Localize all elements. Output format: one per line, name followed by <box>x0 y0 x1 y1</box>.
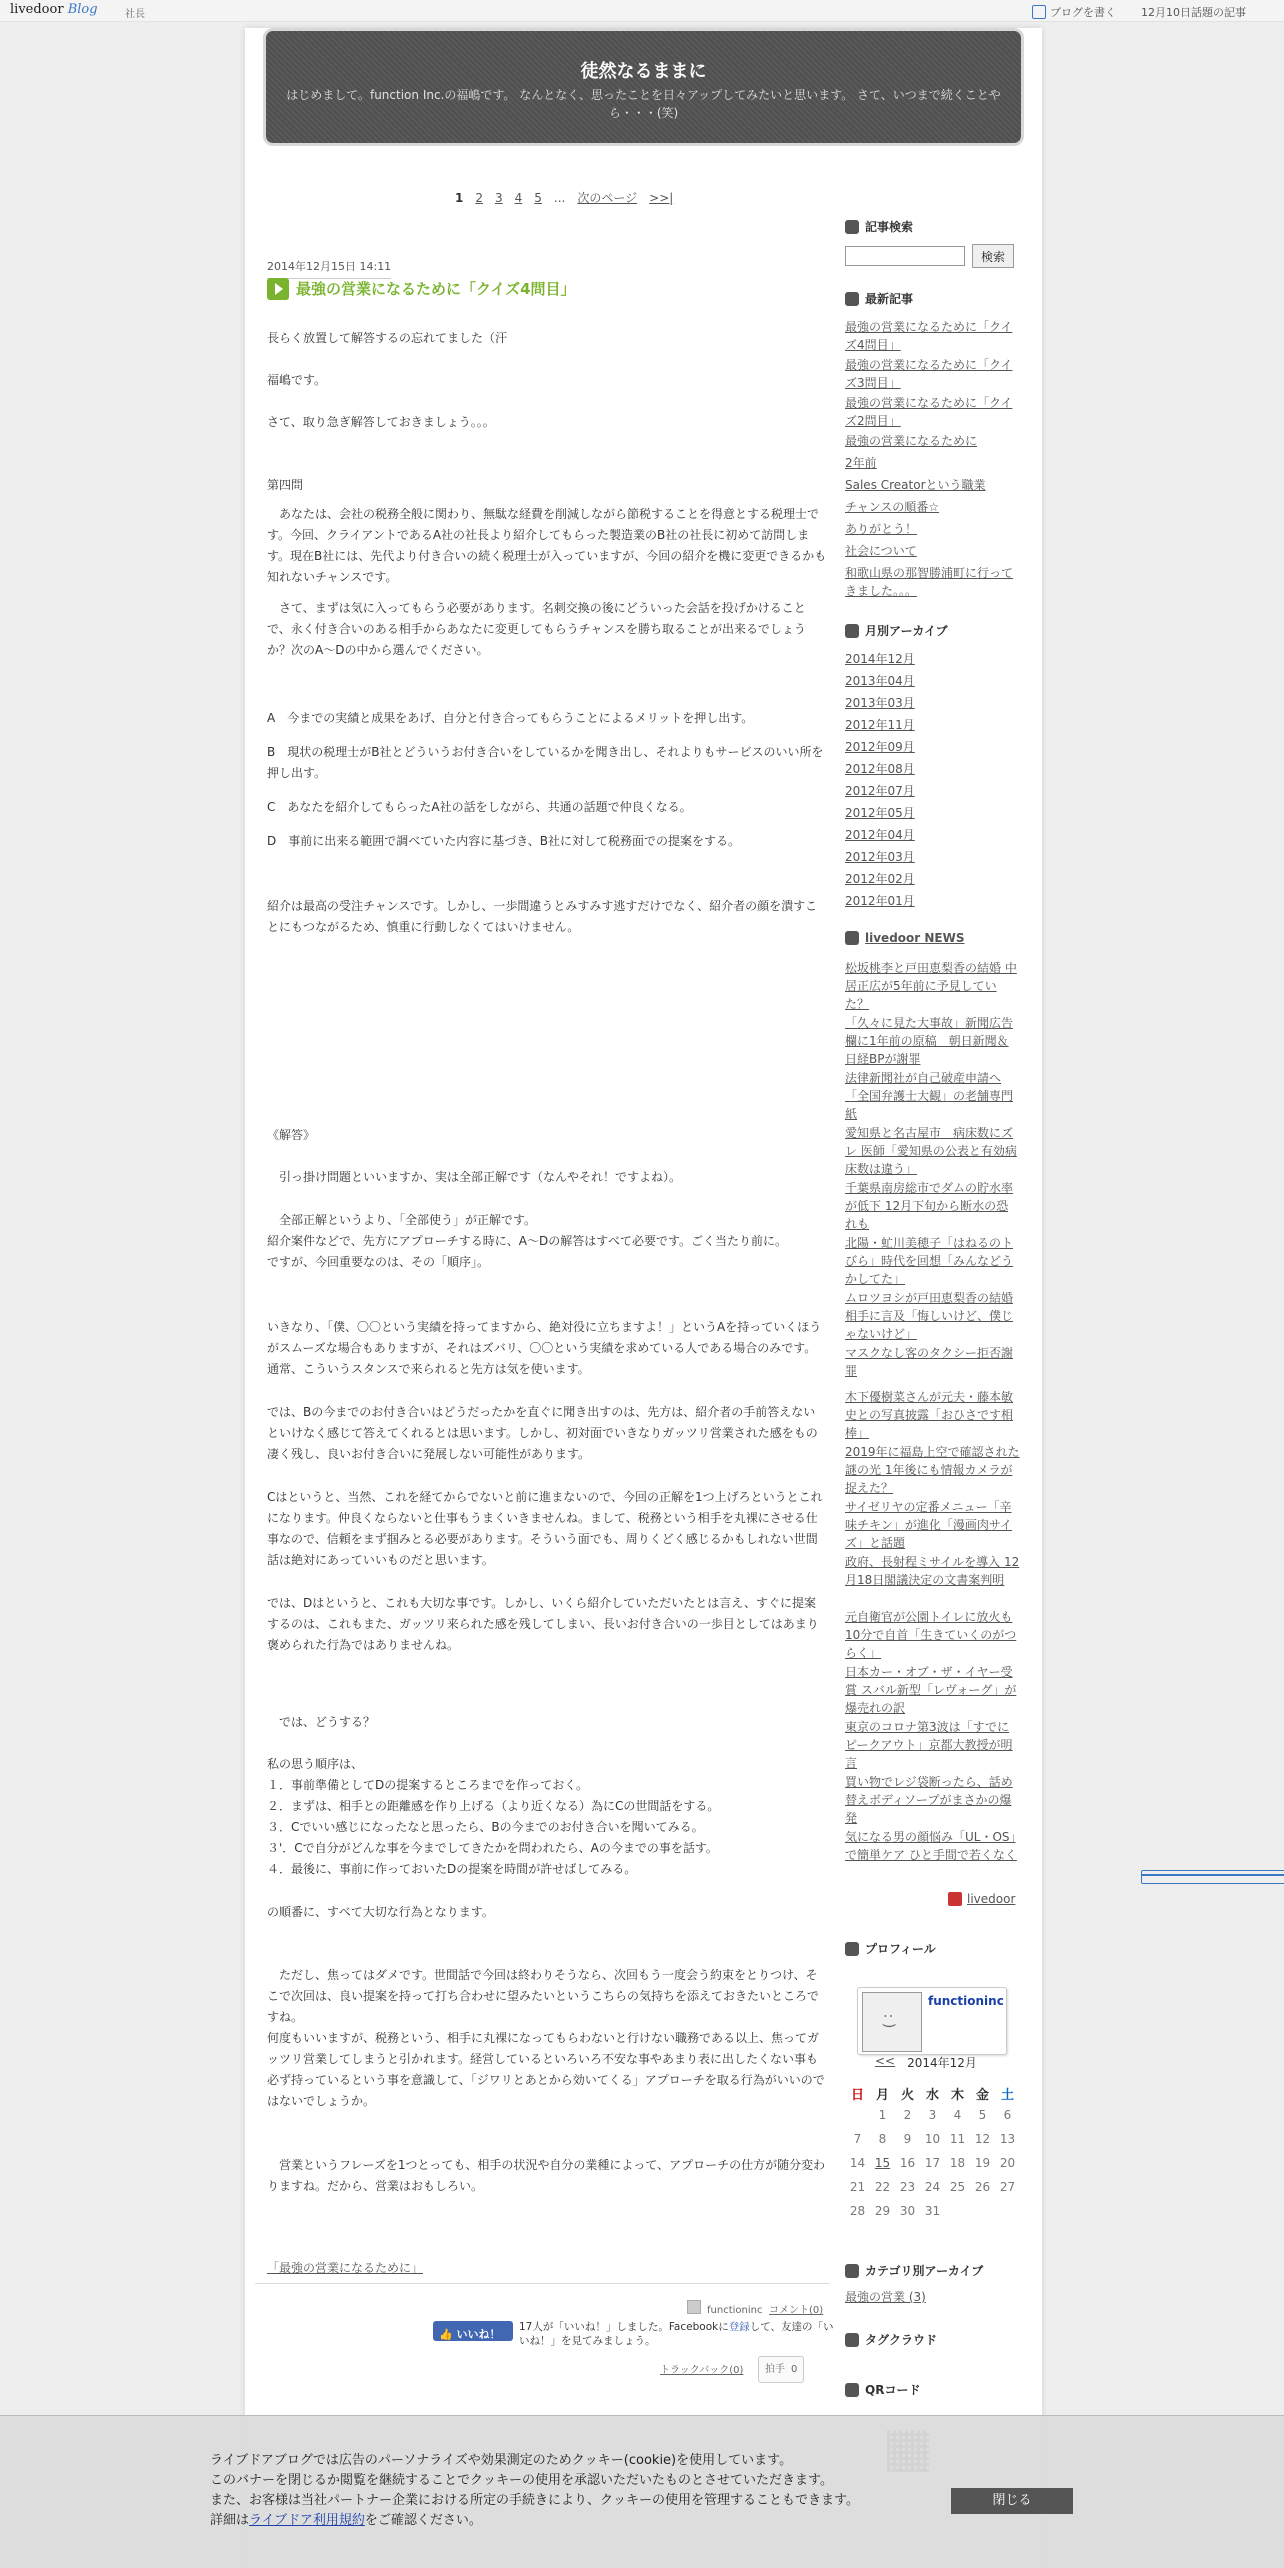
news-link[interactable]: マスクなし客のタクシー拒否謝罪 <box>845 1346 1014 1378</box>
search-button[interactable]: 検索 <box>972 244 1014 268</box>
next-page-link[interactable]: 次のページ <box>577 191 638 205</box>
heading-bullet-icon <box>845 292 859 306</box>
news-link[interactable]: 松坂桃李と戸田恵梨香の結婚 中居正広が5年前に予見していた？ <box>845 961 1017 1011</box>
page-link-4[interactable]: 4 <box>514 191 523 205</box>
heading-bullet-icon <box>845 931 859 945</box>
author-avatar <box>687 2300 701 2314</box>
cookie-text: ライブドアブログでは広告のパーソナライズや効果測定のためクッキー(cookie)を使用しています。 このバナーを閉じるか閲覧を継続することでクッキーの使用を承認いただいたものとさせていただきます。 また、お客様は当社パートナー企業における所定の手続きにより、クッキーの使用を管理することもできます。 詳細はライブドア利用規約をご確認ください。 <box>210 2453 859 2528</box>
terms-link[interactable]: ライブドア利用規約 <box>249 2513 365 2528</box>
post-paragraph: では、Bの今までのお付き合いはどうだったかを直ぐに聞き出すのは、先方は、紹介者の手前答えないといけなく感じて答えてくれるとは思います。しかし、初対面でいきなりガッツリ営業された感をもの凄く残し、良いお付き合いに発展しない可能性があります。 <box>267 1405 818 1461</box>
news-link[interactable]: 木下優樹菜さんが元夫・藤本敏史との写真披露「おひさです相棒」 <box>845 1390 1014 1440</box>
post-paragraph: では、どうする？ <box>267 1715 376 1729</box>
search-heading: 記事検索 <box>845 218 913 235</box>
heading-bullet-icon <box>845 2383 859 2397</box>
news-link[interactable]: 買い物でレジ袋断ったら、話め替えボディソープがまさかの爆発 <box>845 1775 1013 1825</box>
cookie-banner <box>0 2415 1284 2568</box>
post-title[interactable]: 最強の営業になるために「クイズ4問目」 <box>267 278 576 300</box>
news-link[interactable]: サイゼリヤの定番メニュー「辛味チキン」が進化「漫画肉サイズ」と話題 <box>845 1500 1013 1550</box>
archive-link[interactable]: 2012年09月 <box>845 740 915 754</box>
post-paragraph: 第四問 <box>267 478 304 492</box>
news-link[interactable]: 北陽・虻川美穂子「はねるのトびら」時代を回想「みんなどうかしてた」 <box>845 1236 1014 1286</box>
post-paragraph: さて、取り急ぎ解答しておきましょう。。。 <box>267 415 495 429</box>
post-paragraph: いきなり、「僕、〇〇という実績を持ってますから、絶対役に立ちますよ！」というAを持っていくほうがスムーズな場合もありますが、それはズバリ、〇〇という実績を求めている人である場合のみです。通常、こういうスタンスで来られると先方は気を使います。 <box>267 1320 822 1376</box>
recent-post-link[interactable]: 最強の営業になるために「クイズ2問目」 <box>845 396 1013 428</box>
news-title-link[interactable]: livedoor NEWS <box>865 931 965 945</box>
archive-link[interactable]: 2012年02月 <box>845 872 915 886</box>
profile-avatar <box>862 1992 922 2052</box>
calendar-prev-link[interactable]: << <box>875 2054 896 2068</box>
post-paragraph: さて、まずは気に入ってもらう必要があります。名刺交換の後にどういった会話を投げかけることで、永く付き合いのある相手からあなたに変更してもらうチャンスを勝ち取ることが出来るでしょうか？次のA〜Dの中から選んでください。 <box>267 601 806 657</box>
recent-post-link[interactable]: 2年前 <box>845 456 877 470</box>
page-link-3[interactable]: 3 <box>495 191 503 205</box>
news-link[interactable]: 日本カー・オブ・ザ・イヤー受賞 スバル新型「レヴォーグ」が爆売れの訳 <box>845 1665 1017 1715</box>
post-paragraph: 全部正解というより、「全部使う」が正解です。 紹介案件などで、先方にアプローチする時に、A〜Dの解答はすべて必要です。ごく当たり前に。 ですが、今回重要なのは、その「順序」。 <box>267 1213 788 1269</box>
profile-card[interactable] <box>857 1987 1007 2055</box>
recent-heading: 最新記事 <box>845 290 913 307</box>
page-link-5[interactable]: 5 <box>534 191 542 205</box>
calendar-grid <box>845 2084 1020 2228</box>
archive-link[interactable]: 2014年12月 <box>845 652 915 666</box>
archive-heading: 月別アーカイブ <box>845 622 948 639</box>
archive-link[interactable]: 2012年11月 <box>845 718 915 732</box>
comments-link[interactable]: コメント(0) <box>769 2305 824 2316</box>
post-category-link[interactable]: 「最強の営業になるために」 <box>267 2261 424 2275</box>
category-heading: カテゴリ別アーカイブ <box>845 2262 983 2279</box>
archive-link[interactable]: 2012年08月 <box>845 762 915 776</box>
livedoor-news-footer[interactable]: livedoor <box>948 1892 1015 1906</box>
answer-option-a: A 今までの実績と成果をあげ、自分と付き合ってもらうことによるメリットを押し出す。 <box>267 711 754 725</box>
post-paragraph: 営業というフレーズを1つとっても、相手の状況や自分の業種によって、アプローチの仕方が随分変わりますね。だから、営業はおもしろい。 <box>267 2158 826 2193</box>
blog-header <box>263 28 1024 146</box>
post-paragraph: 福嶋です。 <box>267 373 327 387</box>
clap-button[interactable]: 拍手 0 <box>758 2356 804 2383</box>
calendar-day-link[interactable]: 15 <box>874 2156 891 2170</box>
answer-option-d: D 事前に出来る範囲で調べていた内容に基づき、B社に対して税務面での提案をする。 <box>267 834 740 848</box>
news-link[interactable]: ムロツヨシが戸田恵梨香の結婚相手に言及「悔しいけど、僕じゃないけど」 <box>845 1291 1014 1341</box>
archive-link[interactable]: 2012年01月 <box>845 894 915 908</box>
news-link[interactable]: 政府、長射程ミサイルを導入 12月18日閣議決定の文書案判明 <box>845 1555 1020 1587</box>
post-author[interactable]: functioninc <box>707 2305 763 2316</box>
top-bar <box>0 0 1284 22</box>
category-link[interactable]: 最強の営業 (3) <box>845 2290 926 2304</box>
archive-link[interactable]: 2012年03月 <box>845 850 915 864</box>
blog-title[interactable]: 徒然なるままに <box>580 61 707 82</box>
archive-link[interactable]: 2013年03月 <box>845 696 915 710</box>
answer-option-c: C あなたを紹介してもらったA社の話をしながら、共通の話題で仲良くなる。 <box>267 800 692 814</box>
profile-heading: プロフィール <box>845 1940 936 1957</box>
profile-name[interactable]: functioninc <box>928 1994 1004 2008</box>
calendar-week-row: 14 15 16 17 18 19 20 <box>845 2156 1020 2180</box>
news-link[interactable]: 元自衛官が公園トイレに放火も10分で自首「生きていくのがつらく」 <box>845 1610 1017 1660</box>
calendar-weekday-row: 日 月 火 水 木 金 土 <box>850 2088 1014 2103</box>
clap-count: 0 <box>791 2364 798 2375</box>
calendar-month: 2014年12月 <box>907 2056 977 2070</box>
post-paragraph: 紹介は最高の受注チャンスです。しかし、一歩間違うとみすみす逃すだけでなく、紹介者の顔を潰すことにもつながるため、慎重に行動しなくてはいけません。 <box>267 899 818 934</box>
last-page-link[interactable]: >>| <box>649 191 674 205</box>
calendar-icon <box>1141 1870 1284 1884</box>
calendar-header <box>875 2054 977 2071</box>
post-paragraph: Cはというと、当然、これを経てからでないと前に進まないので、今回の正解を1つ上げろというとこれになります。仲良くならないと仕事もうまくいきませんね。まして、税務という相手を丸裸にさせる仕事なので、信頼をまず掴みとる必要があります。そういう面でも、周りくどく感じるかもしれない世間話は絶対にあっていいものだと思います。 <box>267 1490 823 1567</box>
answer-option-b: B 現状の税理士がB社とどういうお付き合いをしているかを聞き出し、それよりもサービスのいい所を押し出す。 <box>267 745 824 780</box>
qr-heading: QRコード <box>845 2381 920 2398</box>
pager-ellipsis: ... <box>553 191 566 205</box>
recent-post-link[interactable]: 和歌山県の那智勝浦町に行ってきました。。。 <box>845 566 1014 598</box>
news-link[interactable]: 「久々に見た大事故」新聞広告欄に1年前の原稿 朝日新聞＆日経BPが謝罪 <box>845 1016 1014 1066</box>
livedoor-blog-logo[interactable]: livedoor Blog <box>10 2 98 17</box>
facebook-like-button[interactable]: 👍 いいね！ <box>433 2321 513 2341</box>
livedoor-icon <box>948 1892 962 1906</box>
post-divider <box>255 2283 830 2284</box>
heading-bullet-icon <box>845 1942 859 1956</box>
recent-post-link[interactable]: 社会について <box>845 544 917 558</box>
play-icon <box>267 278 289 300</box>
heading-bullet-icon <box>845 220 859 234</box>
news-link[interactable]: 法律新聞社が自己破産申請へ「全国弁護士大観」の老舗専門紙 <box>845 1071 1014 1121</box>
blog-description: はじめまして。function Inc.の福嶋です。 なんとなく、思ったことを日々アップしてみたいと思います。 さて、いつまで続くことや ら・・・(笑) <box>286 88 1001 120</box>
president-link[interactable]: 社長 <box>125 9 145 20</box>
post-paragraph: 私の思う順序は、 １．事前準備としてDの提案するところまでを作っておく。 ２．まずは、相手との距離感を作り上げる（より近くなる）為にCの世間話をする。 ３．Cでいい感じになったなと思ったら、Bの今までのお付き合いを聞いてみる。 ３'．Cで自分がどんな事を今までしてきたかを問われたら、Aの今までの事を話す。 ４．最後に、事前に作っておいたDの提案を時間が許せばしてみる。 <box>267 1757 720 1876</box>
heading-bullet-icon <box>845 624 859 638</box>
facebook-like-text: 17人が「いいね！」しました。Facebookに登録して、友達の「いいね！」を見てみましょう。 <box>519 2321 834 2347</box>
recent-post-link[interactable]: 最強の営業になるために「クイズ4問目」 <box>845 320 1013 352</box>
trackback-link[interactable]: トラックバック(0) <box>660 2365 744 2376</box>
news-heading <box>845 931 964 945</box>
calendar-week-row: 28 29 30 31 <box>849 2204 941 2218</box>
news-link[interactable]: 2019年に福島上空で確認された謎の光 1年後にも情報カメラが捉えた？ <box>845 1445 1020 1495</box>
news-link[interactable]: 東京のコロナ第3波は「すでにピークアウト」京都大教授が明言 <box>845 1720 1013 1770</box>
archive-link[interactable]: 2012年05月 <box>845 806 915 820</box>
page-container <box>245 28 1042 2568</box>
pager <box>455 188 673 209</box>
page-link-2[interactable]: 2 <box>475 191 483 205</box>
calendar-week-row: 7 8 9 10 11 12 13 <box>853 2132 1016 2146</box>
calendar-week-row: 1 2 3 4 5 6 <box>878 2108 1012 2122</box>
news-link[interactable]: 愛知県と名古屋市 病床数にズレ 医師「愛知県の公表と有効病床数は違う」 <box>845 1126 1017 1176</box>
search-input[interactable] <box>845 246 965 266</box>
post-paragraph: の順番に、すべて大切な行為となります。 <box>267 1905 494 1919</box>
archive-link[interactable]: 2013年04月 <box>845 674 915 688</box>
heading-bullet-icon <box>845 2264 859 2278</box>
post-date: 2014年12月15日 14:11 <box>267 256 391 279</box>
calendar-week-row: 21 22 23 24 25 26 27 <box>849 2180 1016 2194</box>
news-link[interactable]: 千葉県南房総市でダムの貯水率が低下 12月下旬から断水の恐れも <box>845 1181 1014 1231</box>
post-paragraph: 引っ掛け問題といいますか、実は全部正解です（なんやそれ！ですよね）。 <box>267 1170 682 1184</box>
pencil-icon <box>1032 5 1046 19</box>
recent-post-link[interactable]: 最強の営業になるために「クイズ3問目」 <box>845 358 1013 390</box>
recent-post-link[interactable]: ありがとう！ <box>845 522 918 536</box>
cookie-close-button[interactable]: 閉じる <box>951 2488 1073 2514</box>
post-paragraph: ただし、焦ってはダメです。世間話で今回は終わりそうなら、次回もう一度会う約束をとりつけ、そこで次回は、良い提案を持って打ち合わせに望みたいというこちらの気持ちを添えておきたいところですね。 何度もいいますが、税務という、相手に丸裸になってもらわないと行けない職務である以上、焦ってガッツリ営業してしまうと引かれます。経営しているといろいろ不安な事やあまり表に出したくない事も必ず持っているという事を意識して、「ジワリとあとから効いてくる」アプローチを取る行為がいいのではないでしょうか。 <box>267 1968 825 2108</box>
recent-post-link[interactable]: 最強の営業になるために <box>845 434 978 448</box>
facebook-register-link[interactable]: 登録 <box>728 2321 750 2333</box>
topic-link[interactable]: 12月10日話題の記事 <box>1141 4 1246 20</box>
tagcloud-heading: タグクラウド <box>845 2331 937 2348</box>
news-link[interactable]: 気になる男の顔悩み「UL・OS」で簡単ケア ひと手間で若くなく <box>845 1830 1017 1862</box>
archive-link[interactable]: 2012年04月 <box>845 828 915 842</box>
post-paragraph: 長らく放置して解答するの忘れてました（汗 <box>267 331 508 345</box>
recent-post-link[interactable]: Sales Creatorという職業 <box>845 478 986 492</box>
heading-bullet-icon <box>845 2333 859 2347</box>
archive-link[interactable]: 2012年07月 <box>845 784 915 798</box>
post-paragraph: 《解答》 <box>267 1128 316 1142</box>
page-link-1: 1 <box>455 191 464 205</box>
recent-post-link[interactable]: チャンスの順番☆ <box>845 500 940 514</box>
post-paragraph: では、Dはというと、これも大切な事です。しかし、いくら紹介していただいたとは言え、すぐに提案するのは、これもまた、ガッツリ来られた感を残してしまい、長いお付き合いの一歩目としてはあまり褒められた行為ではありませんね。 <box>267 1596 819 1652</box>
post-paragraph: あなたは、会社の税務全般に関わり、無駄な経費を削減しながら節税することを得意とする税理士です。今回、クライアントであるA社の社長より紹介してもらった製造業のB社の社長に初めて訪問します。現在B社には、先代より付き合いの続く税理士が入っていますが、今回の紹介を機に変更できるかも知れないチャンスです。 <box>267 507 827 584</box>
write-blog-link[interactable]: ブログを書く <box>1032 4 1116 20</box>
